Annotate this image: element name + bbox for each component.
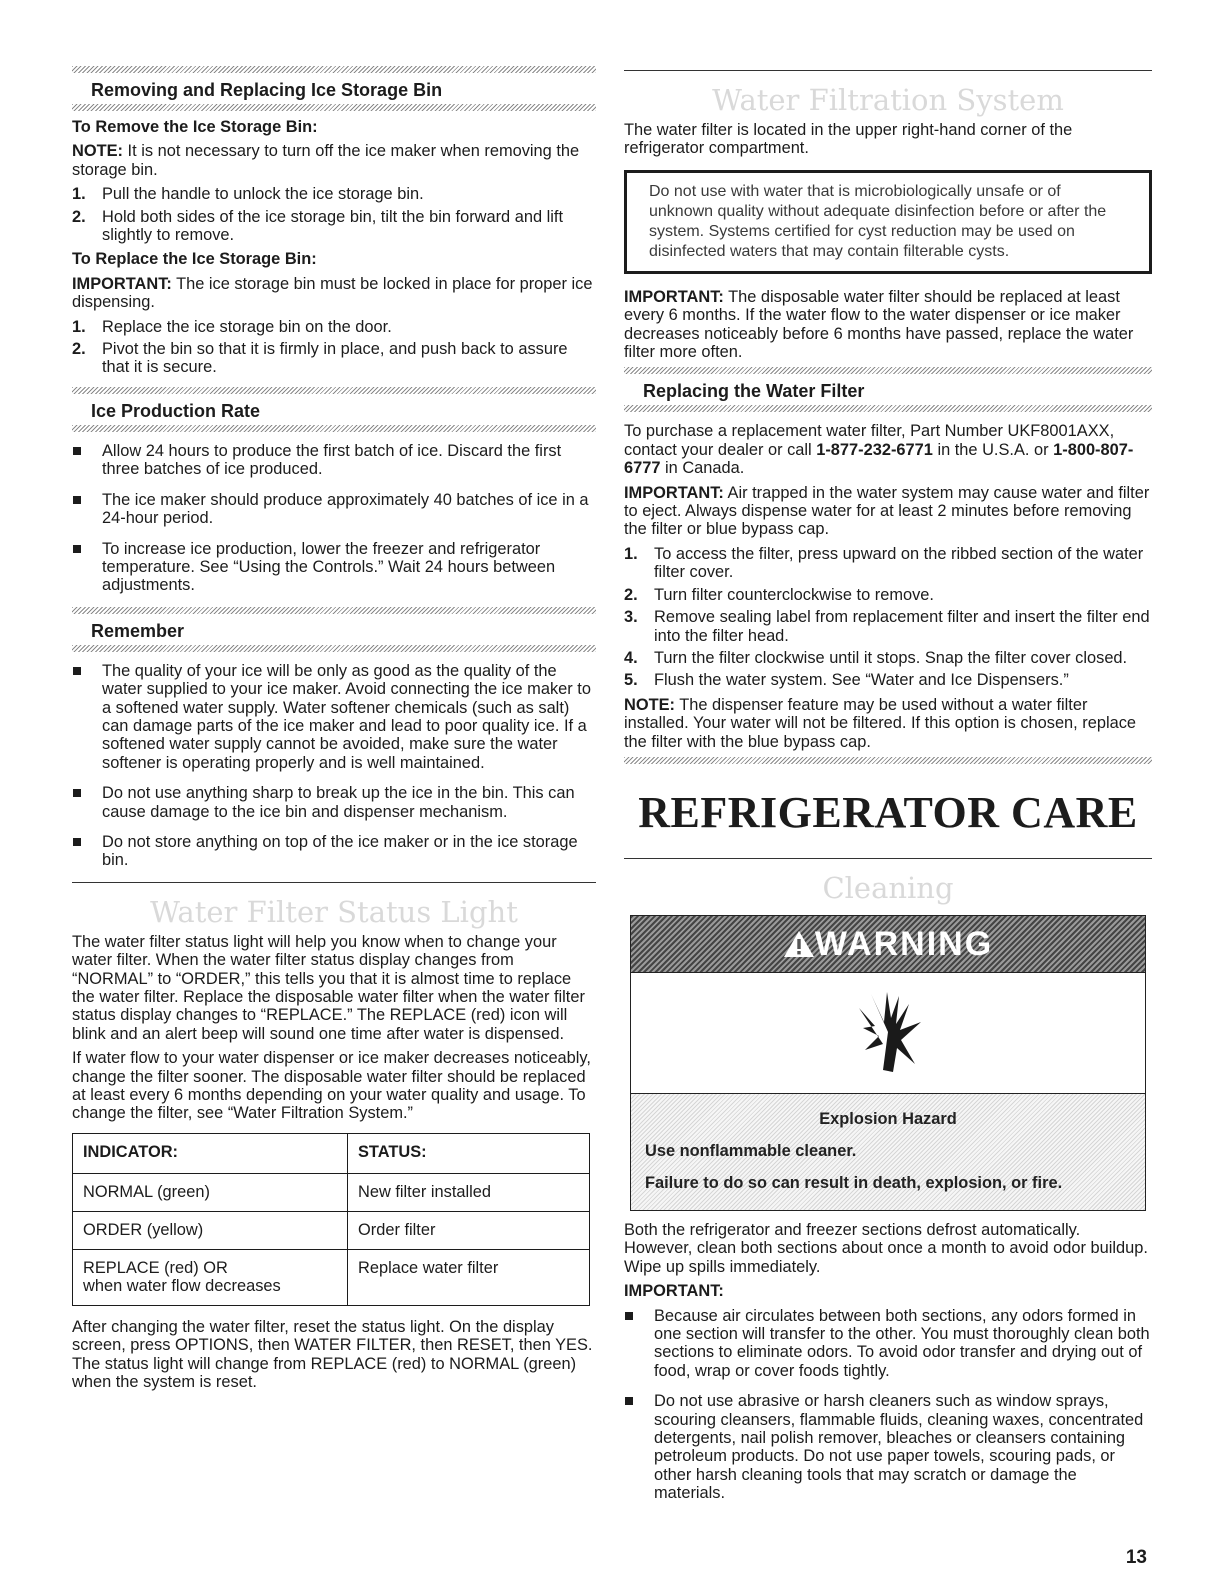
warning-header (630, 915, 1146, 973)
section-title: Removing and Replacing Ice Storage Bin (91, 80, 443, 100)
section-heading: Water Filter Status Light (150, 894, 518, 929)
section-rule (624, 70, 1152, 71)
section-rule (72, 882, 596, 883)
paragraph: If water flow to your water dispenser or ice maker decreases noticeably, change the filter sooner. The disposable water filter should be replaced at least every 6 months depending on your water quality and usage. To change the filter, see “Water Filtration System.” (72, 1049, 591, 1123)
warning-box (630, 915, 1146, 1211)
paragraph: The water filter status light will help you know when to change your water filter. When the water filter status display changes from “NORMAL” to “ORDER,” this tells you that it is almost time to replace the water filter. Replace the disposable water filter when the water filter status display changes to “REPLACE.” The REPLACE (red) icon will blink and an alert beep will sound one time after water is dispensed. (72, 932, 585, 1043)
replace-steps (72, 318, 596, 377)
section-remember (72, 607, 596, 652)
step: 4. Turn the filter clockwise until it stops. Snap the filter cover closed. (624, 648, 1128, 667)
paragraph: After changing the water filter, reset the status light. On the display screen, press OPTIONS, then WATER FILTER, then RESET, then YES. The status light will change from REPLACE (red) to NORMAL (green) when the system is reset. (72, 1317, 593, 1392)
note-paragraph: NOTE: It is not necessary to turn off the ice maker when removing the storage bin. (72, 142, 580, 179)
step: 5. Flush the water system. See “Water and Ice Dispensers.” (624, 671, 1069, 690)
cleaning-bullets (624, 1307, 1152, 1503)
left-column (72, 66, 596, 1397)
hazard-title: Explosion Hazard (819, 1109, 957, 1128)
step: 1. To access the filter, press upward on the ribbed section of the water filter cover. (624, 544, 1144, 582)
chapter-title: REFRIGERATOR CARE (638, 787, 1138, 837)
warning-label: WARNING (814, 924, 994, 963)
remember-bullets (72, 662, 596, 870)
hatch-divider (72, 607, 596, 614)
rate-bullets (72, 442, 596, 595)
important-paragraph: IMPORTANT: Air trapped in the water system may cause water and filter to eject. Always dispense water for at least 2 minutes before removing the filter or blue bypass cap. (624, 483, 1150, 539)
step: 2. Hold both sides of the ice storage bin, tilt the bin forward and lift slightly to remove. (72, 207, 564, 245)
explosion-icon (853, 992, 923, 1074)
filter-steps (624, 545, 1152, 690)
note-paragraph: NOTE: The dispenser feature may be used without a water filter installed. Your water will not be filtered. If this option is chosen, replace the filter with the blue bypass cap. (624, 695, 1137, 751)
section-replacing-filter (624, 367, 1152, 412)
section-title: Ice Production Rate (91, 400, 261, 421)
hatch-divider (72, 104, 596, 111)
bullet-item: The quality of your ice will be only as good as the quality of the water supplied to your ice maker. Avoid connecting the ice maker to a softened water supply. Water softener chemicals (such as salt) can damage parts of the ice maker and lead to poor quality ice. If a softened water supply cannot be avoided, make sure the water softener is operating properly and is well maintained. (72, 662, 596, 772)
subheading: To Remove the Ice Storage Bin: (72, 118, 318, 136)
section-title: Remember (91, 620, 185, 641)
bullet-item: The ice maker should produce approximately 40 batches of ice in a 24-hour period. (72, 491, 596, 528)
indicator-cell: REPLACE (red) OR when water flow decreases (73, 1249, 348, 1305)
paragraph: The water filter is located in the upper right-hand corner of the refrigerator compartment. (624, 121, 1073, 158)
table-row (73, 1211, 590, 1249)
bullet-item: To increase ice production, lower the freezer and refrigerator temperature. See “Using the Controls.” Wait 24 hours between adjustments. (72, 540, 596, 595)
warning-triangle-icon (783, 929, 815, 959)
table-row (73, 1173, 590, 1211)
step: 2. Turn filter counterclockwise to remove. (624, 585, 934, 604)
bullet-item: Because air circulates between both sections, any odors formed in one section will transfer to the other. You must thoroughly clean both sections to eliminate odors. To avoid odor transfer and drying out of food, wrap or cover foods tightly. (624, 1307, 1152, 1381)
step: 1. Replace the ice storage bin on the door. (72, 317, 392, 336)
hatch-divider (624, 757, 1152, 764)
bullet-item: Do not use anything sharp to break up the ice in the bin. This can cause damage to the ice bin and dispenser mechanism. (72, 784, 596, 821)
indicator-cell: NORMAL (green) (73, 1173, 348, 1211)
column-header: INDICATOR: (73, 1133, 348, 1173)
paragraph: To purchase a replacement water filter, Part Number UKF8001AXX, contact your dealer or call 1-877-232-6771 in the U.S.A. or 1-800-807-6777 in Canada. (624, 422, 1134, 478)
section-title: Replacing the Water Filter (643, 381, 865, 402)
table-header-row (73, 1133, 590, 1173)
important-label: IMPORTANT: (624, 1282, 724, 1301)
section-rule (624, 858, 1152, 859)
paragraph: Both the refrigerator and freezer sections defrost automatically. However, clean both sections about once a month to avoid odor buildup. Wipe up spills immediately. (624, 1220, 1148, 1276)
right-column (624, 66, 1152, 1515)
section-heading: Cleaning (822, 870, 954, 905)
subheading: To Replace the Ice Storage Bin: (72, 250, 317, 269)
step: 1. Pull the handle to unlock the ice storage bin. (72, 185, 424, 204)
step: 3. Remove sealing label from replacement filter and insert the filter end into the filter head. (624, 608, 1150, 645)
hatch-divider (624, 367, 1152, 374)
warning-text (630, 1094, 1146, 1211)
table-row (73, 1249, 590, 1305)
important-paragraph: IMPORTANT: The ice storage bin must be locked in place for proper ice dispensing. (72, 274, 593, 312)
column-header: STATUS: (348, 1133, 590, 1173)
section-ice-rate (72, 387, 596, 432)
warning-line: Use nonflammable cleaner. (645, 1141, 857, 1160)
step: 2. Pivot the bin so that it is firmly in place, and push back to assure that it is secure. (72, 340, 568, 377)
hatch-divider (72, 66, 596, 73)
section-heading: Water Filtration System (712, 83, 1064, 117)
indicator-cell: ORDER (yellow) (73, 1211, 348, 1249)
bullet-item: Do not use abrasive or harsh cleaners such as window sprays, scouring cleansers, flammable fluids, cleaning waxes, concentrated detergents, nail polish remover, bleaches or cleansers containing petroleum products. Do not use paper towels, scouring pads, or other harsh cleaning tools that may scratch or damage the materials. (624, 1392, 1152, 1502)
hatch-divider (72, 425, 596, 432)
warning-icon-panel (630, 973, 1146, 1094)
warning-line: Failure to do so can result in death, explosion, or fire. (645, 1173, 1063, 1192)
remove-steps (72, 185, 596, 244)
section-ice-bin (72, 66, 596, 111)
bullet-item: Allow 24 hours to produce the first batch of ice. Discard the first three batches of ice produced. (72, 442, 596, 479)
important-paragraph: IMPORTANT: The disposable water filter should be replaced at least every 6 months. If the water flow to the water dispenser or ice maker decreases noticeably before 6 months have passed, replace the water filter more often. (624, 287, 1134, 362)
status-cell: New filter installed (348, 1173, 590, 1211)
bullet-item: Do not store anything on top of the ice maker or in the ice storage bin. (72, 833, 596, 870)
page-number: 13 (1125, 1547, 1147, 1568)
hatch-divider (72, 387, 596, 394)
status-table (72, 1133, 590, 1306)
hatch-divider (72, 645, 596, 652)
caution-box: Do not use with water that is microbiologically unsafe or of unknown quality without adequate disinfection before or after the system. Systems certified for cyst reduction may be used on disinfected waters that may contain filterable cysts. (624, 170, 1152, 274)
status-cell: Order filter (348, 1211, 590, 1249)
status-cell: Replace water filter (348, 1249, 590, 1305)
hatch-divider (624, 405, 1152, 412)
